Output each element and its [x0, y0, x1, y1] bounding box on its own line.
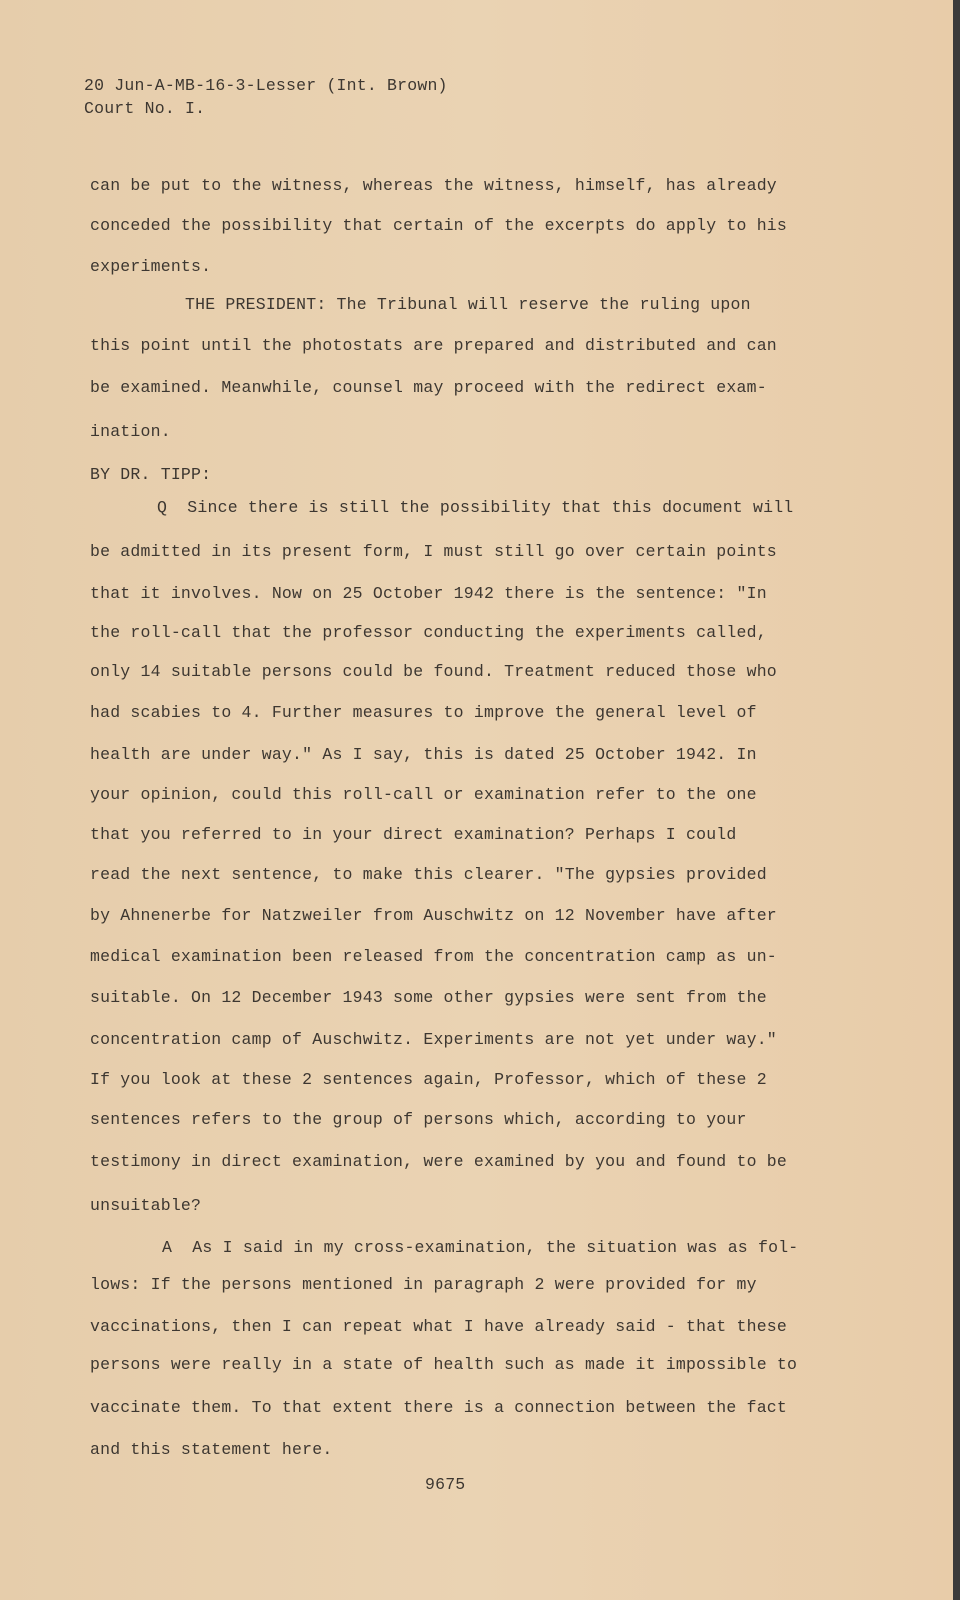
body-line: sentences refers to the group of persons which, according to your	[90, 1110, 747, 1129]
body-line: only 14 suitable persons could be found. Treatment reduced those who	[90, 662, 777, 681]
body-line: testimony in direct examination, were examined by you and found to be	[90, 1152, 788, 1171]
body-line: medical examination been released from the concentration camp as un-	[90, 947, 777, 966]
body-line: ination.	[90, 422, 171, 441]
body-line: be admitted in its present form, I must still go over certain points	[90, 542, 777, 561]
body-line: THE PRESIDENT: The Tribunal will reserve the ruling upon	[185, 295, 751, 314]
body-line: concentration camp of Auschwitz. Experiments are not yet under way."	[90, 1030, 777, 1049]
body-line: be examined. Meanwhile, counsel may proceed with the redirect exam-	[90, 378, 767, 397]
body-line: your opinion, could this roll-call or examination refer to the one	[90, 785, 757, 804]
body-line: that you referred to in your direct examination? Perhaps I could	[90, 825, 737, 844]
body-line: the roll-call that the professor conducting the experiments called,	[90, 623, 767, 642]
body-line: persons were really in a state of health such as made it impossible to	[90, 1355, 798, 1374]
body-line: A As I said in my cross-examination, the situation was as fol-	[162, 1238, 799, 1257]
body-line: can be put to the witness, whereas the witness, himself, has already	[90, 176, 777, 195]
body-line: suitable. On 12 December 1943 some other gypsies were sent from the	[90, 988, 767, 1007]
body-line: this point until the photostats are prepared and distributed and can	[90, 336, 777, 355]
header-line-2: Court No. I.	[84, 99, 206, 118]
body-line: read the next sentence, to make this clearer. "The gypsies provided	[90, 865, 767, 884]
body-line: and this statement here.	[90, 1440, 333, 1459]
body-line: that it involves. Now on 25 October 1942 there is the sentence: "In	[90, 584, 767, 603]
body-line: BY DR. TIPP:	[90, 465, 212, 484]
body-line: vaccinations, then I can repeat what I have already said - that these	[90, 1317, 788, 1336]
body-line: vaccinate them. To that extent there is a connection between the fact	[90, 1398, 788, 1417]
body-line: by Ahnenerbe for Natzweiler from Auschwitz on 12 November have after	[90, 906, 777, 925]
body-line: If you look at these 2 sentences again, Professor, which of these 2	[90, 1070, 767, 1089]
body-line: conceded the possibility that certain of the excerpts do apply to his	[90, 216, 788, 235]
header-line-1: 20 Jun-A-MB-16-3-Lesser (Int. Brown)	[84, 76, 448, 95]
page-number: 9675	[425, 1475, 466, 1494]
body-line: experiments.	[90, 257, 212, 276]
body-line: had scabies to 4. Further measures to improve the general level of	[90, 703, 757, 722]
body-line: lows: If the persons mentioned in paragraph 2 were provided for my	[90, 1275, 757, 1294]
body-line: Q Since there is still the possibility that this document will	[157, 498, 794, 517]
body-line: health are under way." As I say, this is dated 25 October 1942. In	[90, 745, 757, 764]
body-line: unsuitable?	[90, 1196, 202, 1215]
